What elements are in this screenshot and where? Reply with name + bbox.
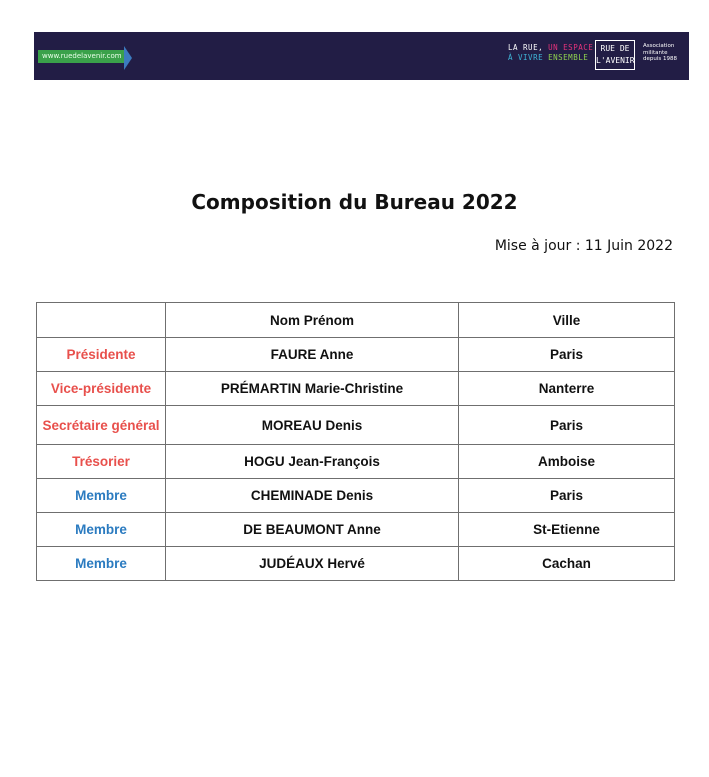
role-cell: Secrétaire général <box>37 406 166 445</box>
table-row <box>37 372 675 406</box>
column-header-name: Nom Prénom <box>166 303 459 338</box>
city-cell: Paris <box>459 479 675 513</box>
role-cell: Vice-présidente <box>37 372 166 406</box>
role-cell: Trésorier <box>37 445 166 479</box>
association-caption <box>643 43 677 63</box>
website-url[interactable]: www.ruedelavenir.com <box>38 50 126 63</box>
table-row <box>37 338 675 372</box>
role-cell: Membre <box>37 479 166 513</box>
city-cell: St-Etienne <box>459 513 675 547</box>
name-cell: FAURE Anne <box>166 338 459 372</box>
logo-line: L'AVENIR <box>596 56 635 65</box>
name-cell: MOREAU Denis <box>166 406 459 445</box>
table-header-row <box>37 303 675 338</box>
table-row <box>37 445 675 479</box>
name-cell: HOGU Jean-François <box>166 445 459 479</box>
assoc-line: Association <box>643 43 675 49</box>
tagline-part: À VIVRE <box>508 53 544 62</box>
tagline-part: LA RUE, <box>508 43 544 52</box>
page-title: Composition du Bureau 2022 <box>191 190 518 214</box>
tagline-part: UN ESPACE <box>548 43 594 52</box>
bureau-table <box>36 302 675 581</box>
logo-line: RUE DE <box>600 44 630 53</box>
header-banner <box>34 32 689 80</box>
assoc-line: militante <box>643 49 668 56</box>
logo <box>595 40 635 70</box>
update-date: Mise à jour : 11 Juin 2022 <box>494 238 673 254</box>
name-cell: DE BEAUMONT Anne <box>166 513 459 547</box>
column-header-city: Ville <box>459 303 675 338</box>
role-cell: Membre <box>37 513 166 547</box>
name-cell: CHEMINADE Denis <box>166 479 459 513</box>
role-cell: Présidente <box>37 338 166 372</box>
assoc-line: depuis 1988 <box>643 56 677 62</box>
url-tab-arrow-icon <box>124 46 132 70</box>
tagline <box>508 43 593 63</box>
city-cell: Paris <box>459 406 675 445</box>
city-cell: Nanterre <box>459 372 675 406</box>
table-row <box>37 479 675 513</box>
name-cell: PRÉMARTIN Marie-Christine <box>166 372 459 406</box>
city-cell: Amboise <box>459 445 675 479</box>
tagline-part: ENSEMBLE <box>548 53 589 62</box>
column-header-role <box>37 303 166 338</box>
table-row <box>37 406 675 445</box>
table-row <box>37 513 675 547</box>
table-row <box>37 547 675 581</box>
name-cell: JUDÉAUX Hervé <box>166 547 459 581</box>
city-cell: Paris <box>459 338 675 372</box>
role-cell: Membre <box>37 547 166 581</box>
city-cell: Cachan <box>459 547 675 581</box>
